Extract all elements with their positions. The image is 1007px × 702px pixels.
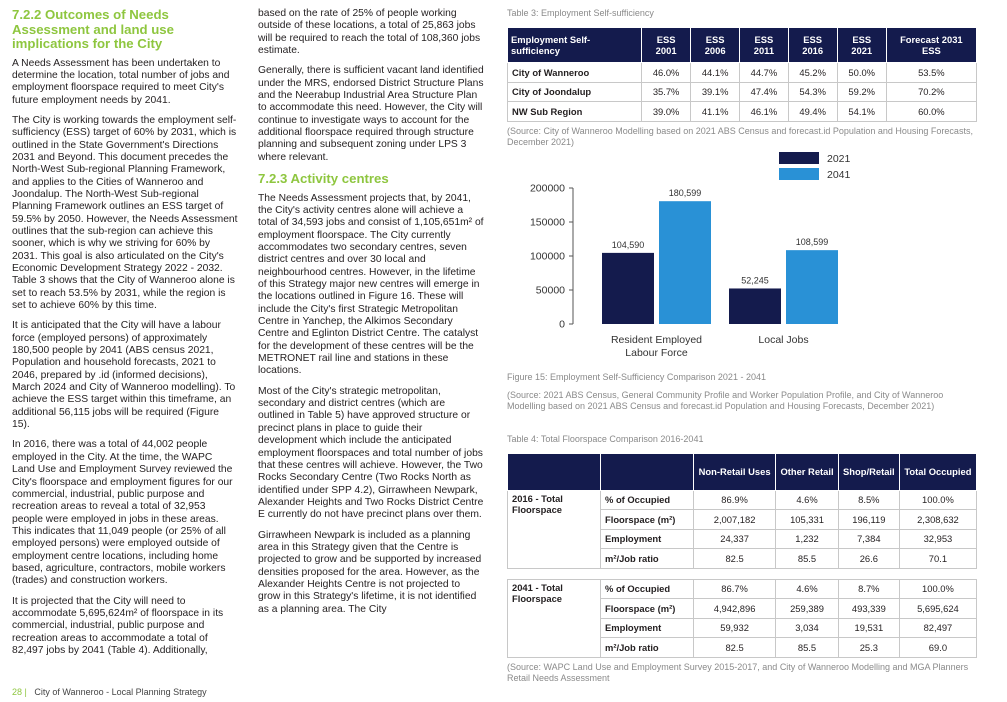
table3-source: (Source: City of Wanneroo Modelling based on 2021 ABS Census and forecast.id Population and Housing Forecasts, December 2021) (507, 125, 973, 147)
table-cell: NW Sub Region (508, 102, 642, 122)
table-cell: 46.0% (642, 63, 691, 83)
page-number: 28 (12, 687, 23, 697)
middle-column (258, 8, 484, 624)
group-label: 2016 - Total Floorspace (508, 490, 601, 568)
metric-label: Employment (601, 529, 694, 549)
table-row (508, 102, 977, 122)
table-cell: 100.0% (899, 490, 976, 510)
table-cell: 3,034 (776, 618, 839, 638)
bar-2021-1 (729, 288, 781, 324)
figure15-caption: Figure 15: Employment Self-Sufficiency Comparison 2021 - 2041 (507, 371, 766, 382)
paragraph: The City is working towards the employment self-sufficiency (ESS) target of 60% by 2031, which is outlined in the State Government's Directions 2031 and Beyond. This document precedes the North-West Sub-regional Planning Framework, and applies to the Cities of Wanneroo and Joondalup. The North-West Sub-regional Planning Framework outlines an ESS target of 59.5% by 2050. However, the Needs Assessment outlines that the sub-region can achieve this sooner, which is why we striving for 60% by 2031. This goal is also articulated on the City's Economic Development Strategy 2022 - 2032. Table 3 shows that the City of Wanneroo alone is set to reach 53.5% by 2031, while the region is set to achieve 60% by this time. (12, 114, 238, 312)
paragraph: The Needs Assessment projects that, by 2041, the City's activity centres alone will achieve a total of 34,593 jobs and consist of 1,105,651m² of employment floorspace. The City currently accommodates two secondary centres, seven district centres and over 30 local and neighbourhood centres. However, in the lifetime of this Strategy major new centres will emerge in the locations outlined in Figure 16. These will include the City's first Strategic Metropolitan Centre in Yanchep, the Alkimos Secondary Centre and Eglinton District Centre. The catalyst for the development of these centres will be the METRONET rail line and stations in these locations. (258, 192, 484, 377)
paragraph: Generally, there is sufficient vacant land identified under the MRS, endorsed District Structure Plans and the Neerabup Industrial Area Structure Plan to accommodate this need. However, the City will continue to investigate ways to account for the additional floorspace required through structure planning and subsequent zoning under LPS 3 where relevant. (258, 65, 484, 163)
paragraph: In 2016, there was a total of 44,002 people employed in the City. At the time, the WAPC Land Use and Employment Survey reviewed the City's floorspace and employment figures for our commercial, industrial, public purpose and recreation areas to reveal a total of 32,953 people were employed in jobs in these areas. This indicates that 11,049 people (or 25% of all employed persons) were employed outside of employment centre locations, including home based, agriculture, contractors, mobile workers (trades) and construction workers. (12, 439, 233, 587)
table-cell: 60.0% (886, 102, 976, 122)
table-cell: 54.3% (788, 82, 837, 102)
bar-value-label: 104,590 (611, 239, 645, 250)
table-cell: 45.2% (788, 63, 837, 83)
table-cell: 39.0% (642, 102, 691, 122)
table-cell: 70.1 (899, 549, 976, 569)
floorspace-table (507, 453, 977, 658)
table-cell: 19,531 (838, 618, 899, 638)
y-tick-label: 200000 (529, 182, 565, 194)
metric-label: % of Occupied (601, 490, 694, 510)
table-header-cell: Total Occupied (899, 453, 976, 490)
table-cell: 196,119 (838, 510, 899, 530)
category-label: Local Jobs (758, 333, 809, 346)
table-cell: 24,337 (694, 529, 776, 549)
table-cell: 4.6% (776, 579, 839, 599)
table3-caption: Table 3: Employment Self-sufficiency (507, 8, 654, 18)
table-cell: 53.5% (886, 63, 976, 83)
table-cell: 493,339 (838, 599, 899, 619)
y-tick-label: 0 (559, 318, 565, 330)
metric-label: % of Occupied (601, 579, 694, 599)
metric-label: Floorspace (m²) (601, 599, 694, 619)
legend-swatch-2021 (779, 152, 819, 164)
bar-2021-0 (602, 252, 654, 323)
table-cell: 50.0% (837, 63, 886, 83)
bar-2041-1 (786, 250, 838, 324)
category-label: Labour Force (625, 346, 688, 359)
table-cell: 32,953 (899, 529, 976, 549)
bar-value-label: 108,599 (795, 236, 829, 247)
table-cell: 41.1% (691, 102, 740, 122)
table-cell: 105,331 (776, 510, 839, 530)
paragraph: based on the rate of 25% of people working outside of these locations, a total of 25,863 jobs will be required to reach the total of 108,360 jobs estimate. (258, 8, 481, 57)
table-row (508, 490, 977, 510)
table-header-cell: ESS 2011 (740, 28, 789, 63)
table-header-cell (508, 453, 601, 490)
table-cell: 85.5 (776, 549, 839, 569)
page-footer (12, 687, 207, 697)
table-header-cell: Other Retail (776, 453, 839, 490)
paragraph: Girrawheen Newpark is included as a planning area in this Strategy given that the Centre is projected to grow and be supported by increased densities proposed for the area. However, as the Alexander Heights Centre is not projected to grow in this Strategy's lifetime, it is not identified as a planning area. The City (258, 529, 482, 615)
legend-swatch-2041 (779, 168, 819, 180)
table-cell: 82,497 (899, 618, 976, 638)
table-row (508, 63, 977, 83)
y-tick-label: 150000 (529, 216, 565, 228)
legend-label: 2041 (827, 168, 851, 181)
table-row (508, 82, 977, 102)
metric-label: Employment (601, 618, 694, 638)
table4-source: (Source: WAPC Land Use and Employment Survey 2015-2017, and City of Wanneroo Modelling and MGA Planners Retail Needs Assessment (507, 661, 969, 683)
table-spacer (508, 568, 977, 579)
table-header-row (508, 28, 977, 63)
table-cell: 59,932 (694, 618, 776, 638)
table-cell: 44.1% (691, 63, 740, 83)
bar-value-label: 52,245 (741, 274, 769, 285)
figure15-source: (Source: 2021 ABS Census, General Community Profile and Worker Population Profile, and City of Wanneroo Modelling based on 2021 ABS Census and forecast.id Population and Housing Forecasts, December 2021) (507, 389, 944, 411)
table-header-cell: Forecast 2031 ESS (886, 28, 976, 63)
table-cell: 47.4% (740, 82, 789, 102)
table-cell: 70.2% (886, 82, 976, 102)
metric-label: m²/Job ratio (601, 549, 694, 569)
table-header-cell: Shop/Retail (838, 453, 899, 490)
table-cell: 8.5% (838, 490, 899, 510)
table-cell: 5,695,624 (899, 599, 976, 619)
table-cell: 100.0% (899, 579, 976, 599)
table-header-cell: ESS 2021 (837, 28, 886, 63)
table-cell: 8.7% (838, 579, 899, 599)
table-cell: 2,308,632 (899, 510, 976, 530)
table-cell: 26.6 (838, 549, 899, 569)
table-cell: 1,232 (776, 529, 839, 549)
footer-title: City of Wanneroo - Local Planning Strategy (34, 687, 207, 697)
table-row (508, 579, 977, 599)
table-cell: 59.2% (837, 82, 886, 102)
paragraph: It is anticipated that the City will have a labour force (employed persons) of approximately 180,500 people by 2041 (ABS census 2021, Population and household forecasts, 2021 to 2046, prepared by .id (informed decisions), March 2024 and City of Wanneroo modelling). To achieve the ESS target within this timeframe, an additional 56,115 jobs will be required (Figure 15). (12, 320, 236, 431)
table-cell: 82.5 (694, 638, 776, 658)
table-cell: 82.5 (694, 549, 776, 569)
table-cell: 4,942,896 (694, 599, 776, 619)
table-header-cell: ESS 2016 (788, 28, 837, 63)
table-cell: 44.7% (740, 63, 789, 83)
bar-2041-0 (659, 201, 711, 324)
legend-label: 2021 (827, 152, 851, 165)
table-cell: 69.0 (899, 638, 976, 658)
y-tick-label: 100000 (529, 250, 565, 262)
table-cell: 259,389 (776, 599, 839, 619)
table-cell: City of Joondalup (508, 82, 642, 102)
section-heading-outcomes: 7.2.2 Outcomes of Needs Assessment and land use implications for the City (12, 7, 174, 51)
table-cell: 86.9% (694, 490, 776, 510)
y-tick-label: 50000 (535, 284, 565, 296)
metric-label: Floorspace (m²) (601, 510, 694, 530)
table-header-cell: Non-Retail Uses (694, 453, 776, 490)
paragraph: A Needs Assessment has been undertaken to determine the location, total number of jobs and employment floorspace required to meet City's future employment needs by 2041. (12, 57, 230, 106)
table-cell: 54.1% (837, 102, 886, 122)
table-cell: 35.7% (642, 82, 691, 102)
table-header-cell: Employment Self-sufficiency (508, 28, 642, 63)
table-cell: 85.5 (776, 638, 839, 658)
section-heading-activity-centres: 7.2.3 Activity centres (258, 171, 389, 187)
table-cell: 7,384 (838, 529, 899, 549)
footer-separator: | (24, 687, 27, 697)
table-cell: 46.1% (740, 102, 789, 122)
table-cell: 2,007,182 (694, 510, 776, 530)
table-header-cell: ESS 2001 (642, 28, 691, 63)
right-column (507, 8, 977, 684)
group-label: 2041 - Total Floorspace (508, 579, 601, 657)
table-cell: 25.3 (838, 638, 899, 658)
left-column (12, 8, 238, 665)
table-cell: 4.6% (776, 490, 839, 510)
table-header-cell: ESS 2006 (691, 28, 740, 63)
table-cell: City of Wanneroo (508, 63, 642, 83)
bar-value-label: 180,599 (668, 187, 702, 198)
category-label: Resident Employed (610, 333, 703, 346)
table-header-row (508, 453, 977, 490)
paragraph: It is projected that the City will need to accommodate 5,695,624m² of floorspace in its commercial, industrial, public purpose and recreation areas to accommodate a total of 82,497 jobs by 2041 (Table 4). Additionally, (12, 595, 224, 656)
table-cell: 86.7% (694, 579, 776, 599)
metric-label: m²/Job ratio (601, 638, 694, 658)
ess-table (507, 27, 977, 122)
ess-comparison-chart (507, 148, 977, 370)
table-header-cell (601, 453, 694, 490)
table4-caption: Table 4: Total Floorspace Comparison 2016-2041 (507, 433, 704, 444)
paragraph: Most of the City's strategic metropolitan, secondary and district centres (which are outlined in Table 5) have approved structure or precinct plans in place to guide their development which include the anticipated employment floorspaces and total number of jobs that these centres will achieve. However, the Two Rocks Secondary Centre (Two Rocks North as identified under SPP 4.2), Girrawheen Newpark, Alexander Heights and Two Rocks District Centre E currently do not have precinct plans over them. (258, 385, 484, 521)
table-cell: 49.4% (788, 102, 837, 122)
table-cell: 39.1% (691, 82, 740, 102)
